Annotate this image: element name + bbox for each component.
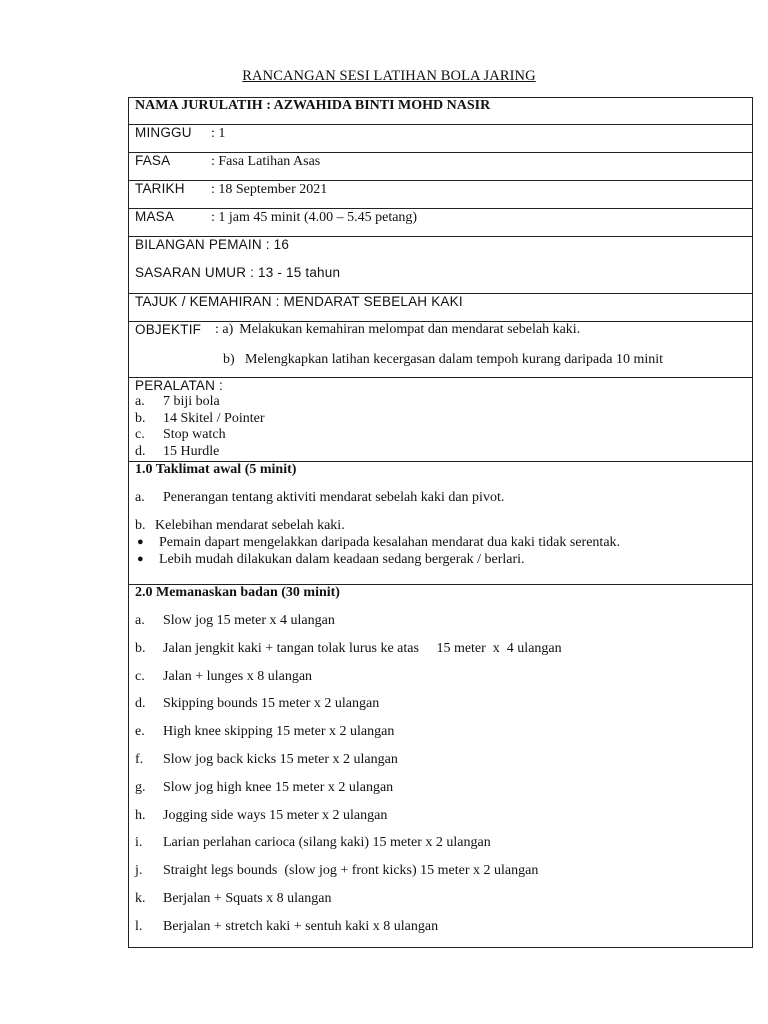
field-value-week: : 1 xyxy=(211,126,226,141)
equipment-text: Stop watch xyxy=(163,427,226,442)
document-title: RANCANGAN SESI LATIHAN BOLA JARING xyxy=(242,68,536,84)
list-marker: l. xyxy=(135,918,143,934)
field-label-date: TARIKH xyxy=(135,181,185,196)
section-briefing-row xyxy=(129,462,753,585)
list-marker: f. xyxy=(135,751,144,767)
list-text: Jogging side ways 15 meter x 2 ulangan xyxy=(163,807,388,823)
list-marker: b. xyxy=(135,410,146,426)
list-marker: b. xyxy=(135,640,146,656)
players-count: BILANGAN PEMAIN : 16 xyxy=(135,237,290,252)
equipment-text: 15 Hurdle xyxy=(163,443,220,459)
list-marker: a. xyxy=(135,490,145,505)
time-row xyxy=(129,209,753,237)
equipment-text: 7 biji bola xyxy=(163,394,220,409)
objective-mark: : a) xyxy=(215,322,234,337)
list-marker: h. xyxy=(135,807,146,823)
list-text: Larian perlahan carioca (silang kaki) 15 meter x 2 ulangan xyxy=(163,835,491,851)
training-plan-table xyxy=(128,97,753,948)
field-value-date: : 18 September 2021 xyxy=(211,182,328,197)
objective-text: Melengkapkan latihan kecergasan dalam tempoh kurang daripada 10 minit xyxy=(245,352,664,367)
objective-label: OBJEKTIF xyxy=(135,322,202,337)
equipment-label: PERALATAN : xyxy=(135,378,223,393)
phase-row xyxy=(129,153,753,181)
list-text: Jalan jengkit kaki + tangan tolak lurus ke atas 15 meter x 4 ulangan xyxy=(163,640,562,656)
list-marker: j. xyxy=(135,863,143,879)
list-marker: c. xyxy=(135,668,145,684)
list-item xyxy=(135,919,746,947)
list-item xyxy=(135,863,746,891)
equipment-item xyxy=(135,411,746,428)
list-text: Penerangan tentang aktiviti mendarat sebelah kaki dan pivot. xyxy=(163,490,505,505)
list-text: Lebih mudah dilakukan dalam keadaan sedang bergerak / berlari. xyxy=(159,552,525,567)
list-item xyxy=(135,752,746,780)
list-text: Kelebihan mendarat sebelah kaki. xyxy=(155,518,345,533)
bullet-icon: ● xyxy=(137,553,144,565)
field-value-time: : 1 jam 45 minit (4.00 – 5.45 petang) xyxy=(211,210,418,225)
list-text: Slow jog high knee 15 meter x 2 ulangan xyxy=(163,779,394,795)
list-text: Jalan + lunges x 8 ulangan xyxy=(163,668,313,684)
list-item xyxy=(135,641,746,669)
list-item xyxy=(135,808,746,836)
list-item xyxy=(135,613,746,641)
list-item xyxy=(135,551,746,568)
week-row xyxy=(129,125,753,153)
list-text: Pemain dapart mengelakkan daripada kesalahan mendarat dua kaki tidak serentak. xyxy=(159,535,621,550)
age-target: SASARAN UMUR : 13 - 15 tahun xyxy=(135,265,341,280)
list-item xyxy=(135,534,746,551)
section-heading: 1.0 Taklimat awal (5 minit) xyxy=(135,462,297,477)
list-item xyxy=(135,518,746,534)
list-marker: c. xyxy=(135,427,145,442)
objective-item xyxy=(215,352,746,368)
list-marker: a. xyxy=(135,613,145,628)
list-item xyxy=(135,724,746,752)
equipment-item xyxy=(135,427,746,444)
coach-name: NAMA JURULATIH : AZWAHIDA BINTI MOHD NASIR xyxy=(129,98,753,125)
players-row xyxy=(129,237,753,294)
list-item xyxy=(135,696,746,724)
topic-row xyxy=(129,294,753,322)
field-label-time: MASA xyxy=(135,209,175,224)
list-text: Slow jog 15 meter x 4 ulangan xyxy=(163,613,335,628)
section-warmup-row xyxy=(129,585,753,948)
list-item xyxy=(135,891,746,919)
objective-item xyxy=(215,322,580,338)
list-item xyxy=(135,780,746,808)
objective-text: Melakukan kemahiran melompat dan mendarat sebelah kaki. xyxy=(239,322,581,337)
objective-mark: b) xyxy=(223,352,235,367)
list-text: Berjalan + stretch kaki + sentuh kaki x 8 ulangan xyxy=(163,918,439,934)
list-text: Straight legs bounds (slow jog + front kicks) 15 meter x 2 ulangan xyxy=(163,863,539,879)
equipment-text: 14 Skitel / Pointer xyxy=(163,410,265,426)
field-label-week: MINGGU xyxy=(135,125,192,140)
topic: TAJUK / KEMAHIRAN : MENDARAT SEBELAH KAKI xyxy=(129,294,753,322)
bullet-icon: ● xyxy=(137,536,144,548)
list-item xyxy=(135,490,746,506)
list-marker: e. xyxy=(135,724,145,740)
list-marker: d. xyxy=(135,696,146,712)
equipment-item xyxy=(135,444,746,461)
list-text: Skipping bounds 15 meter x 2 ulangan xyxy=(163,696,380,712)
list-text: Berjalan + Squats x 8 ulangan xyxy=(163,890,332,906)
list-marker: k. xyxy=(135,890,146,906)
list-marker: a. xyxy=(135,394,145,409)
list-marker: i. xyxy=(135,835,143,851)
list-text: High knee skipping 15 meter x 2 ulangan xyxy=(163,724,395,740)
list-item xyxy=(135,669,746,697)
field-value-phase: : Fasa Latihan Asas xyxy=(211,154,321,169)
list-item xyxy=(135,835,746,863)
field-label-phase: FASA xyxy=(135,153,171,168)
section-heading: 2.0 Memanaskan badan (30 minit) xyxy=(135,585,340,600)
date-row xyxy=(129,181,753,209)
list-marker: g. xyxy=(135,779,146,795)
equipment-item xyxy=(135,394,746,411)
objective-row xyxy=(129,322,753,378)
list-text: Slow jog back kicks 15 meter x 2 ulangan xyxy=(163,751,398,767)
list-marker: d. xyxy=(135,443,146,459)
coach-row xyxy=(129,98,753,125)
list-marker: b. xyxy=(135,518,146,533)
equipment-row xyxy=(129,378,753,462)
